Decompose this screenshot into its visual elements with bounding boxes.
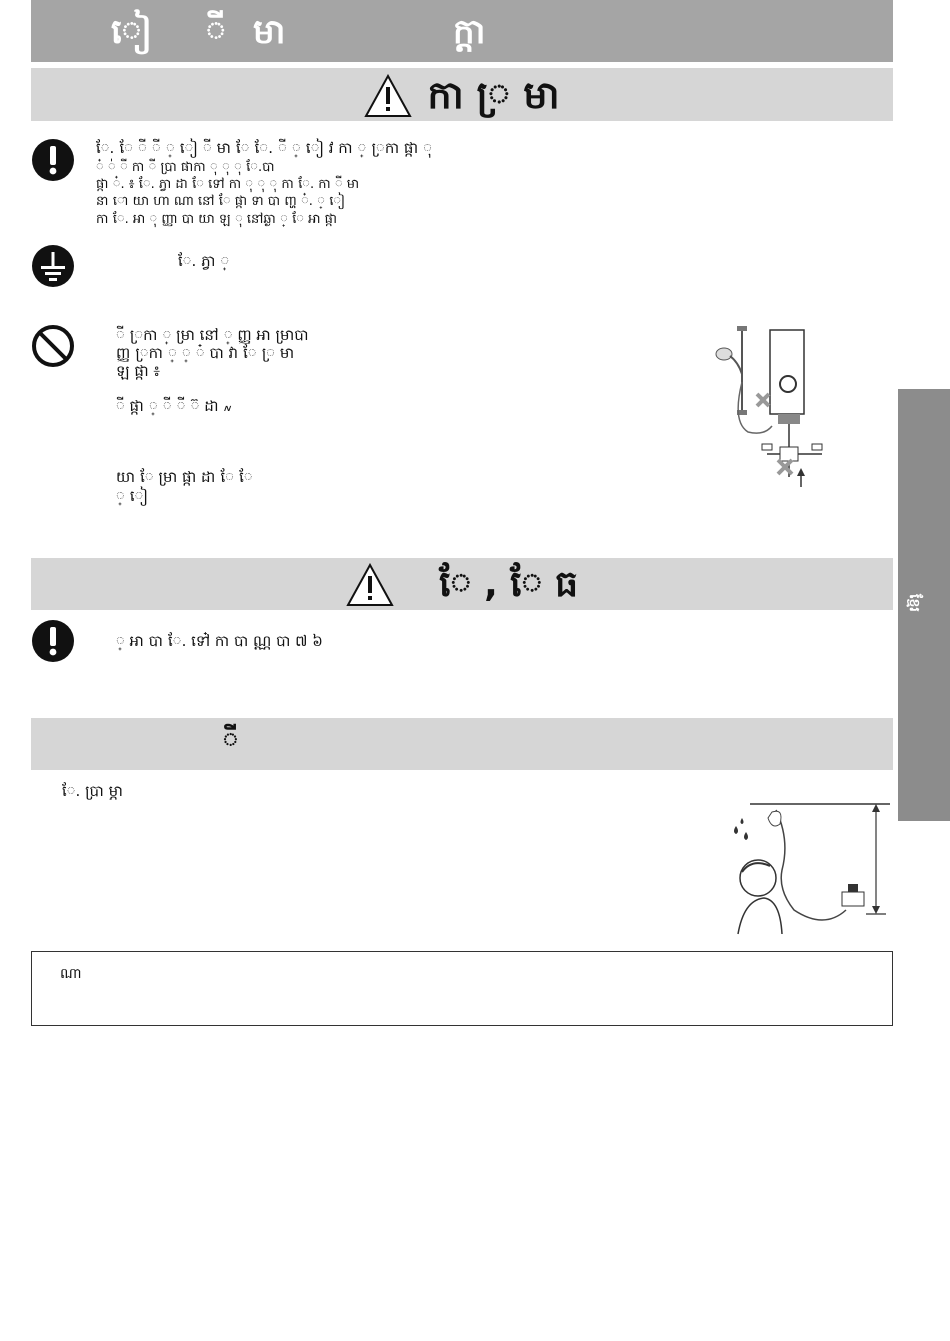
usage-line: ែ. ប្រា ម្ភា	[62, 782, 123, 800]
danger-item-3-line: ្ ៀ	[116, 487, 148, 505]
danger-item-2-line: ែ. ភ្វា ្	[178, 252, 230, 270]
warning-triangle-icon	[364, 74, 412, 118]
header-title-part: មា	[253, 12, 286, 52]
danger-item-3-line: ី ្រកា ្ ម្រា នៅ ្ ញ្ញ អា ម្រាបា	[116, 326, 309, 344]
header-title-part: ី	[206, 12, 226, 52]
side-tab-label: ខ្មែរ	[906, 594, 922, 612]
page-header	[31, 0, 893, 62]
danger-item-1-line: កា ែ. អា ុ ញ្ញា បា យា ឡ ុ នៅឆ្ងា ្ ែ អា ផ្កា	[96, 212, 338, 227]
caution-item-line: ្ អា បា ែ. ទៅ៎ កា បា ណ្ណ បា ៧ ៦	[116, 632, 323, 650]
danger-item-1-line: នា ោ យា ហា ណា នៅ ែ ផ្កា ទា បា ញ្ហ ៎. ្ ៀ	[96, 194, 346, 209]
usage-section-title: ី	[31, 718, 893, 770]
danger-item-1-line: ៎ ់ ី កា ី ប្រា ផាកា ុ ុ ុ ែ.បា	[96, 160, 275, 175]
child-shower-illustration	[724, 800, 890, 936]
danger-section-title: កា ្រ មា	[31, 68, 893, 121]
danger-item-3-line: ឡ ផ្កា ៖	[116, 362, 160, 380]
note-text: ណា	[60, 966, 82, 982]
header-title-part: ៀ	[111, 12, 152, 52]
danger-item-3-line: ី ផ្កា ្ ី ី ៊ ដា ៷	[116, 397, 232, 415]
language-side-tab	[898, 389, 950, 821]
header-title-part: ក្តា	[453, 12, 486, 52]
danger-item-1-line: ផ្កា ៎. ៖ ែ. ភ្វា ដា ែ ទៅ កា ុ ុ ុ កា ែ. កា ី មា	[96, 177, 360, 192]
exclamation-icon	[31, 619, 75, 663]
danger-item-3-line: ញ្ញ ្រកា ្ ្ ៎ បា វា ែ ្រ មា	[116, 344, 295, 362]
danger-item-3-line: យា ែ ម្រា ផ្កា ដា ែ ែ	[116, 468, 253, 486]
danger-item-1-line: ែ. ែ ី ី ្ ៀ ី មា ែ ែ. ី ្ ៀ វ កា ្ ្រកា ផ្កា ុ	[96, 139, 433, 157]
warning-triangle-icon	[346, 563, 394, 607]
ground-icon	[31, 244, 75, 288]
note-box	[31, 951, 893, 1026]
water-heater-illustration	[712, 322, 842, 490]
prohibited-icon	[31, 324, 75, 368]
exclamation-icon	[31, 138, 75, 182]
caution-section-title: ែ , ែ ធ	[31, 558, 893, 610]
